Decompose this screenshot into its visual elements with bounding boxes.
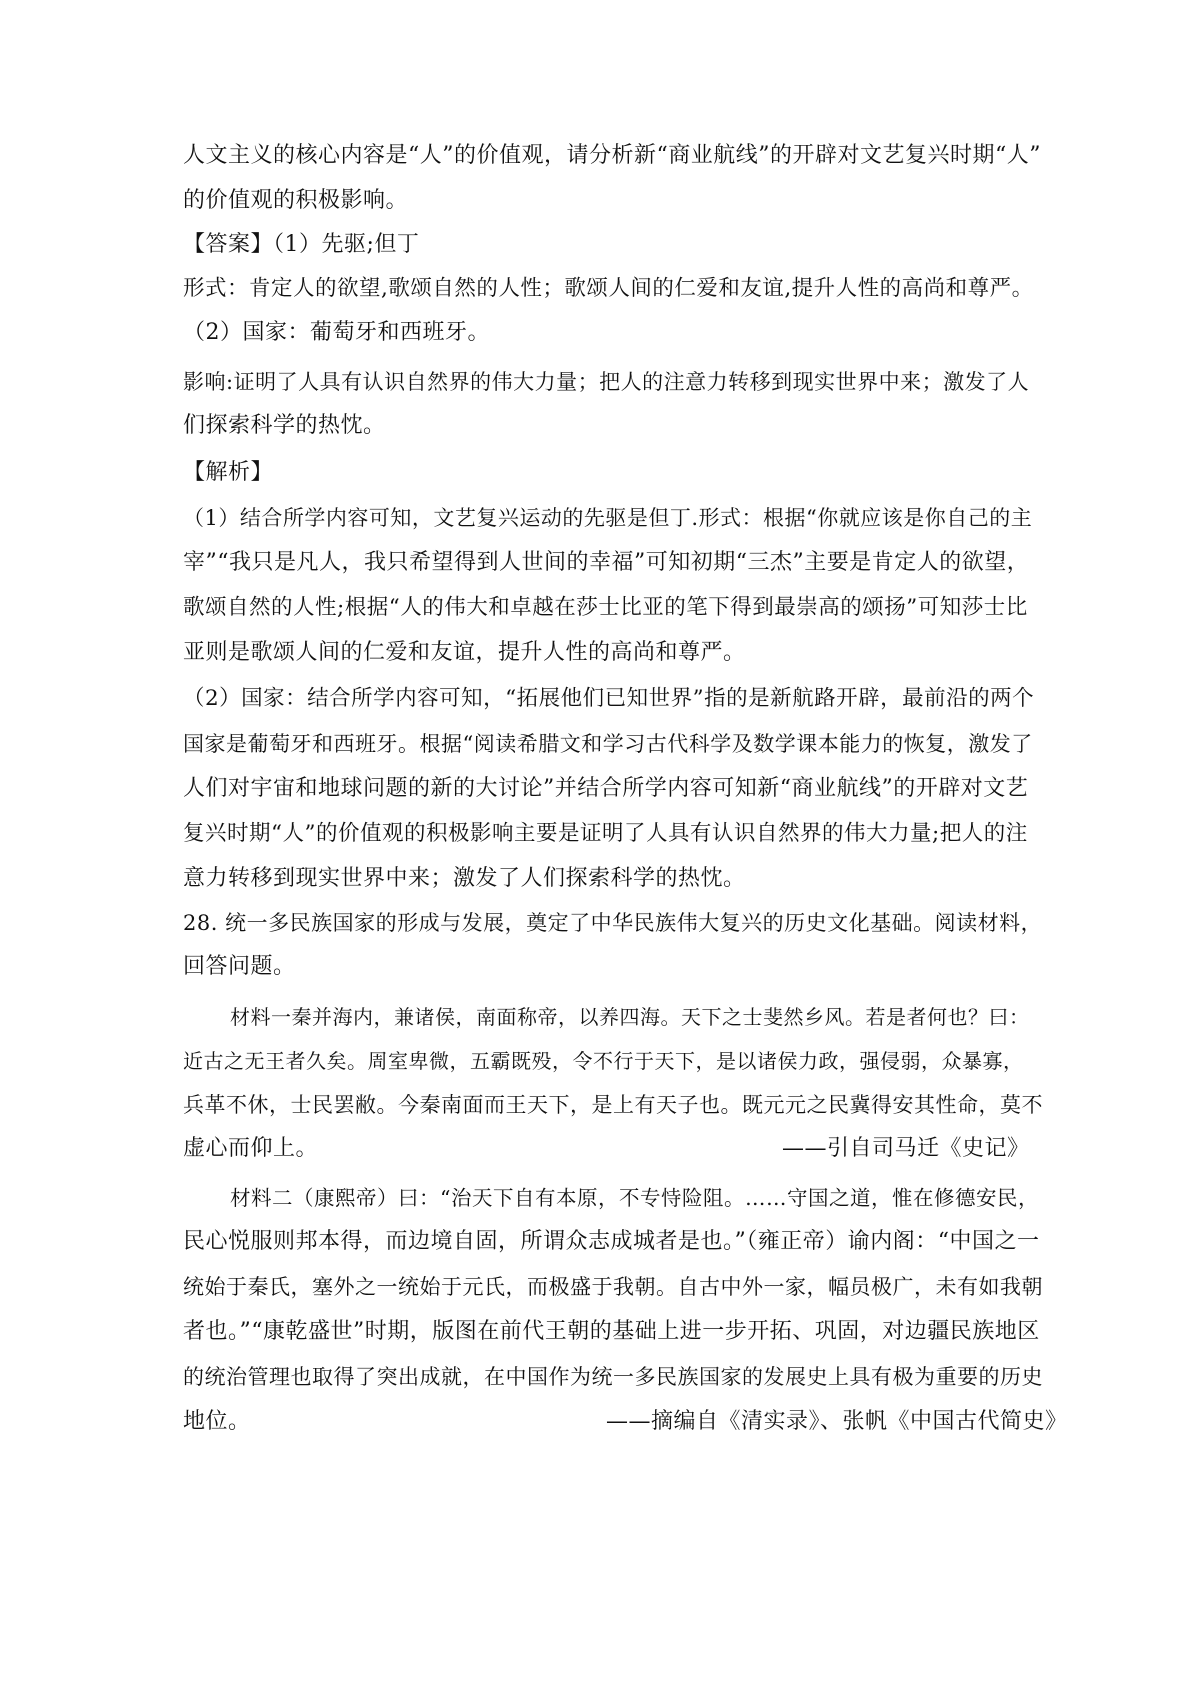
analysis-line: 复兴时期“人”的价值观的积极影响主要是证明了人具有认识自然界的伟大力量;把人的注 [183,821,1028,846]
answer-line: 【答案】（1）先驱;但丁 [183,232,420,257]
material-1-line: 材料一秦并海内，兼诸侯，南面称帝，以养四海。天下之士斐然乡风。若是者何也？曰： [230,1005,1030,1029]
analysis-line: 人们对宇宙和地球问题的新的大讨论”并结合所学内容可知新“商业航线”的开辟对文艺 [183,776,1029,801]
analysis-line: 亚则是歌颂人间的仁爱和友谊，提升人性的高尚和尊严。 [183,640,746,665]
analysis-line: 意力转移到现实世界中来；激发了人们探索科学的热忱。 [183,866,746,891]
analysis-line: 国家是葡萄牙和西班牙。根据“阅读希腊文和学习古代科学及数学课本能力的恢复，激发了 [183,732,1033,756]
material-1-line: 近古之无王者久矣。周室卑微，五霸既殁，令不行于天下，是以诸侯力政，强侵弱，众暴寡， [183,1049,1024,1073]
analysis-heading: 【解析】 [183,460,274,485]
analysis-line: 宰”“我只是凡人，我只希望得到人世间的幸福”可知初期“三杰”主要是肯定人的欲望， [183,550,1030,575]
question-28-stem: 回答问题。 [183,954,296,979]
analysis-line: （1）结合所学内容可知，文艺复兴运动的先驱是但丁.形式：根据“你就应该是你自己的主 [183,506,1033,530]
answer-line: 们探索科学的热忱。 [183,413,386,438]
question-28-stem: 28. 统一多民族国家的形成与发展，奠定了中华民族伟大复兴的历史文化基础。阅读材料， [183,911,1043,935]
material-1-source: ——引自司马迁《史记》 [782,1136,1030,1161]
material-2-line: 材料二（康熙帝）曰：“治天下自有本原，不专恃险阻。……守国之道，惟在修德安民， [230,1186,1039,1210]
material-2-line: 民心悦服则邦本得，而边境自固，所谓众志成城者是也。”（雍正帝）谕内阁：“中国之一 [183,1229,1040,1254]
answer-line: 影响:证明了人具有认识自然界的伟大力量；把人的注意力转移到现实世界中来；激发了人 [183,370,1030,394]
material-2-line: 的统治管理也取得了突出成就，在中国作为统一多民族国家的发展史上具有极为重要的历史 [183,1365,1043,1389]
material-2-source: ——摘编自《清实录》、张帆《中国古代简史》 [606,1409,1068,1434]
answer-line: （2）国家：葡萄牙和西班牙。 [183,320,490,345]
material-2-line: 地位。 [183,1409,251,1434]
answer-line: 形式：肯定人的欲望,歌颂自然的人性；歌颂人间的仁爱和友谊,提升人性的高尚和尊严。 [183,276,1034,301]
analysis-line: 歌颂自然的人性;根据“人的伟大和卓越在莎士比亚的笔下得到最崇高的颂扬”可知莎士比 [183,595,1028,620]
material-1-line: 虚心而仰上。 [183,1136,319,1161]
material-2-line: 统始于秦氏，塞外之一统始于元氏，而极盛于我朝。自古中外一家，幅员极广，未有如我朝 [183,1275,1043,1299]
analysis-line: （2）国家：结合所学内容可知，“拓展他们已知世界”指的是新航路开辟，最前沿的两个 [183,686,1035,711]
question-text-line: 人文主义的核心内容是“人”的价值观，请分析新“商业航线”的开辟对文艺复兴时期“人” [183,143,1041,168]
material-2-line: 者也。”“康乾盛世”时期，版图在前代王朝的基础上进一步开拓、巩固，对边疆民族地区 [183,1319,1040,1344]
material-1-line: 兵革不休，士民罢敝。今秦南面而王天下，是上有天子也。既元元之民冀得安其性命，莫不 [183,1093,1043,1117]
question-text-line: 的价值观的积极影响。 [183,188,409,213]
